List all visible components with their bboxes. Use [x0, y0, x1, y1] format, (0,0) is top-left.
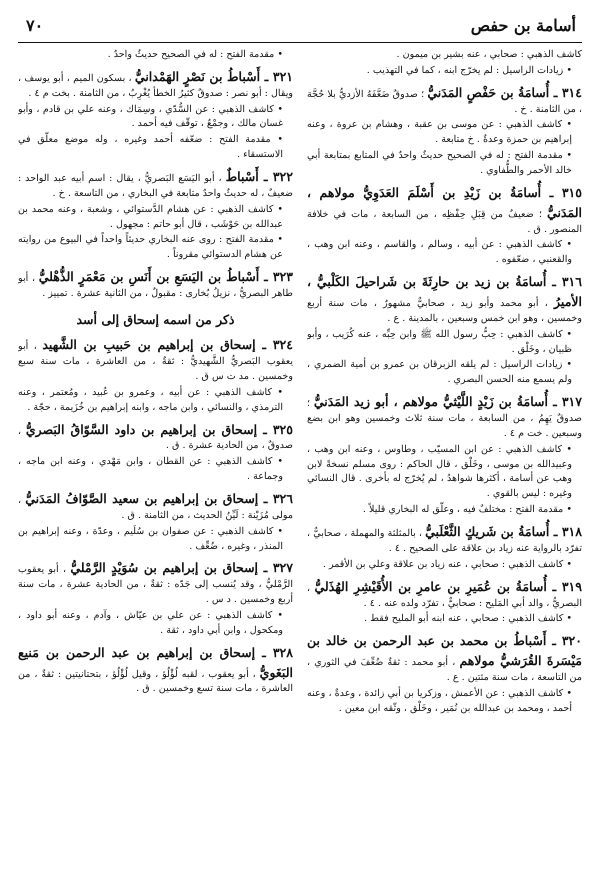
biography-entry	[307, 83, 582, 118]
entry-dash: ـ	[547, 394, 562, 410]
commentary-note: • كاشف الذهبي : حِبُّ رسول الله ﷺ وابن حِبِّه ، عنه كُرَيب ، وأبو ظبيان ، وخَلْق .	[307, 328, 582, 358]
entry-text: ، أبو يعقوب الرَّمْليُّ ، وقد يُنسب إلى جَدّه : ثقةٌ ، من الحادية عشرة ، مات سنة أربع وخمسين . د س .	[18, 564, 293, 606]
entry-dash: ـ	[549, 84, 562, 100]
entry-text: ، بسكون الميم ، أبو يوسف ، ويقال : أبو نصر : صدوقٌ كثيرُ الخطأ يُغْرِبُ ، من الثامنة . بخت م ٤ .	[18, 72, 293, 99]
entry-dash: ـ	[258, 169, 273, 185]
biography-entry	[307, 183, 582, 238]
entry-number: ٣١٩	[561, 578, 582, 594]
narrator-name: أُسامَةُ بن عُمَيرِ بن عامرِ بن الأُقَيْشِرِ الهُذَليُّ	[314, 578, 547, 594]
entry-text: ، أبو محمد وأبو زيد ، صحابيٌّ مشهورٌ ، مات سنة أربع وخمسين ، وهو ابن خمس وسبعين ، بالمدينة . ع .	[307, 298, 582, 324]
entry-text: ؛ ضعيفٌ من قِبَلِ حِفْظِه ، من السابعة ، مات في خلافة المنصور . ق .	[307, 208, 582, 235]
entry-number: ٣٢٦	[272, 491, 293, 506]
narrator-name: أُسامَةُ بن زيد بن حارِثَةَ بن شَراحيلَ الكَلْبيُّ ، الأميرُ	[307, 274, 582, 310]
entry-dash: ـ	[255, 644, 273, 660]
biography-entry	[18, 167, 293, 202]
entry-dash: ـ	[541, 184, 562, 200]
biography-entry	[307, 392, 582, 442]
narrator-name: إسحاق بن إبراهيم بن حَبيبِ بن الشَّهيد	[42, 337, 256, 353]
entry-number: ٣١٥	[561, 184, 582, 200]
running-title: أسامة بن حفص	[470, 16, 576, 35]
commentary-note: • كاشف الذهبي : عن أبيه ، وسالم ، والقاسم ، وعنه ابن وهب ، والقعنبي ، ضعّفوه .	[307, 238, 582, 268]
entry-text: ، بالمثلثة والمهملة ، صحابيٌّ ، تفرّد بالرواية عنه زياد بن علاقة على الصحيح . ٤ .	[307, 528, 582, 554]
commentary-note: • كاشف الذهبي : عن صفوان بن سُلَيم ، وعدّة ، وعنه إبراهيم بن المنذر ، وغيره ، ضُعِّف .	[18, 525, 293, 555]
continued-text: كاشف الذهبي : صحابي ، عنه بشير بن ميمون .	[396, 49, 582, 60]
entry-dash: ـ	[259, 269, 273, 285]
entry-dash: ـ	[260, 68, 273, 84]
right-column	[307, 48, 582, 870]
narrator-name: إسحاق بن إبراهيم بن سُوَيْدٍ الرَّمْليُّ	[70, 560, 259, 576]
biography-entry	[18, 420, 293, 455]
entry-number: ٣١٧	[561, 394, 582, 410]
entry-text: ، مولى مُزَيْنة : لَيِّنُ الحديث ، من الثامنة . ق .	[18, 495, 293, 521]
entry-number: ٣١٤	[561, 84, 582, 100]
commentary-note: • مقدمة الفتح : ضعّفه أحمد وغيره ، وله موضع معلّق في الاستسقاء .	[18, 133, 293, 163]
entry-dash: ـ	[546, 633, 562, 649]
entry-text: ؛ صدوقٌ يَهِمُ ، من السابعة ، مات سنة ثلاث وخمسين وهو ابن بضع وسبعين . خت م ٤ .	[307, 398, 582, 439]
narrator-name: أَسْباطُ بن اليَسَعِ بن أَنَسِ بن مَعْمَرٍ الذُّهْليُّ	[38, 269, 260, 285]
entry-number: ٣٢١	[272, 68, 293, 84]
biography-entry	[18, 335, 293, 385]
commentary-note: • كاشف الذهبي : عن موسى بن عقبة ، وهشام بن عروة ، وعنه إبراهيم بن حمزة وعدةٌ . خ متابعة .	[307, 118, 582, 148]
commentary-note: • كاشف الذهبي : صحابي ، عنه ابنه أبو المليح فقط .	[307, 612, 582, 627]
entry-text: ، أبو اليَسَع البَصريُّ ، يقال : اسم أبيه عبد الواحد : ضعيفٌ ، له حديثٌ واحدٌ متابعة في البخاري ، من التاسعة . خ .	[18, 173, 293, 199]
narrator-name: إسحاق بن إبراهيم بن سعيد الصَّوّافُ المَدَنيُّ	[25, 491, 259, 506]
narrator-name: أُسامَةُ بن حَفْصٍ المَدَنيُّ	[427, 84, 550, 100]
commentary-note: • كاشف الذهبي : عن هشام الدَّستوائي ، وشعبة ، وعنه محمد بن عبدالله بن حَوْشَب ، قال أبو حاتم : مجهول .	[18, 203, 293, 233]
entry-dash: ـ	[546, 274, 562, 290]
entry-number: ٣٢٨	[272, 644, 293, 660]
narrator-name: أُسامَةُ بن زَيْدِ بن أَسْلَمَ العَدَوِيُّ مولاهم ، المَدَنيُّ	[307, 184, 582, 220]
commentary-note: • مقدمة الفتح : روى عنه البخاري حديثاً واحداً في البيوع من روايته عن هشام الدستوائي مقروناً .	[18, 233, 293, 263]
entry-text: ، البصريُّ ، والد أبي المَليح : صحابيٌّ ، تفرّد ولده عنه . ٤ .	[307, 582, 582, 609]
biography-entry	[18, 267, 293, 302]
left-column	[18, 48, 293, 870]
section-heading: ذكر من اسمه إسحاق إلى أسد	[76, 311, 235, 327]
narrator-name: إسحاق بن إبراهيم بن داود السَّوّاقُ البَصريُّ	[25, 421, 258, 437]
entry-number: ٣١٨	[561, 524, 582, 540]
entry-number: ٣٢٠	[561, 633, 582, 649]
commentary-note: • كاشف الذهبي : عن أبيه ، وعمرو بن عُبيد ، ومُعتمر ، وعنه الترمذي ، والنسائي ، وابن ماجه ، وابنه إبراهيم بن خُزَيمة ، حجّة .	[18, 386, 293, 416]
entry-number: ٣٢٤	[272, 337, 293, 353]
entry-text: ، أبو يعقوب البَصريُّ الشَّهيديُّ : ثقةٌ ، من العاشرة ، مات سنة سبع وخمسين . مد ت س ق .	[18, 341, 293, 382]
entry-number: ٣٢٣	[272, 269, 293, 285]
narrator-name: أَسْباطٌ	[225, 169, 259, 185]
commentary-note: • مقدمة الفتح : له في الصحيح حديثٌ واحدٌ في المتابع بمتابعة أبي خالد الأحمر والطُّفاوي .	[307, 149, 582, 179]
entry-text: ، صدوقٌ ، من الحادية عشرة . ق .	[18, 425, 293, 452]
commentary-note: • كاشف الذهبي : عن الأعمش ، وزكريا بن أبي زائدة ، وعدةٌ ، وعنه أحمد ، ومحمد بن عبدالله بن نُمَير ، وخَلْق ، وثّقه ابن معين .	[307, 687, 582, 717]
commentary-note: • زيادات الراسيل : لم يلقه الزبرقان بن عمرو بن أمية الضمري ، ولم يسمع منه الحسن البصري .	[307, 358, 582, 388]
biography-entry	[307, 577, 582, 612]
narrator-name: إسحاق بن إبراهيم بن عبد الرحمن بن مَنيع البَغَويُّ	[18, 644, 293, 680]
commentary-note: • مقدمة الفتح : مختلفٌ فيه ، وعلّق له البخاري قليلاً .	[307, 503, 582, 518]
entry-number: ٣١٦	[561, 274, 582, 290]
page-number: ٧٠	[26, 16, 44, 35]
entry-dash: ـ	[257, 421, 273, 437]
entry-text: ، أبو محمد : ثقةٌ ضُعِّفَ في الثوري ، من التاسعة ، مات سنة مئتين . ع .	[307, 657, 582, 683]
entry-dash: ـ	[546, 578, 562, 594]
biography-entry	[18, 489, 293, 524]
narrator-name: أُسامَةُ بن شَريكٍ الثَّعْلَبيُّ	[425, 524, 550, 540]
entry-dash: ـ	[255, 337, 273, 353]
commentary-note: • مقدمة الفتح : له في الصحيح حديثٌ واحدٌ .	[18, 48, 293, 63]
entry-number: ٣٢٥	[272, 421, 293, 437]
entry-text: ؛ صدوقٌ ضَعَّفَهُ الأزديُّ بلا حُجَّة ، من الثامنة . خ .	[307, 88, 582, 115]
page-header	[18, 10, 582, 43]
entry-number: ٣٢٧	[272, 560, 293, 576]
biography-entry	[18, 558, 293, 608]
biography-entry	[307, 272, 582, 327]
biography-entry	[307, 522, 582, 557]
commentary-note: • كاشف الذهبي : صحابي ، عنه زياد بن علاقة وعلي بن الأقمر .	[307, 558, 582, 573]
entry-dash: ـ	[258, 560, 273, 576]
commentary-note: • كاشف الذهبي : عن علي بن عيّاش ، وآدم ، وعنه أبو داود ، ومكحول ، وابن أبي داود ، ثقة .	[18, 609, 293, 639]
narrator-name: أَسْباطُ بن محمد بن عبد الرحمن بن خالد بن مَيْسَرةَ القُرَشيُّ مولاهم	[307, 633, 582, 669]
biography-entry	[18, 67, 293, 102]
commentary-note: • زيادات الراسيل : لم يخرّج ابنه ، كما في التهذيب .	[307, 64, 582, 79]
entry-text: ، أبو طاهر البصريُّ ، نزيلُ بُخارى : مقبولٌ ، من الثانية عشرة . تمييز .	[18, 273, 293, 300]
entry-dash: ـ	[258, 491, 273, 506]
entry-dash: ـ	[549, 524, 562, 540]
narrator-name: أُسامَةُ بن زَيْدٍ اللَّيْثيُّ مولاهم ، أبو زيد المَدَنيُّ	[313, 394, 548, 410]
text-columns	[18, 48, 582, 870]
commentary-note: • كاشف الذهبي : عن ابن المسيّب ، وطاوس ، وعنه ابن وهب ، وعبيدالله بن موسى ، وخَلْق ، قال الحاكم : روى مسلم نسخةً لابن وهب عن أسامة ، أكثرها شواهدُ ، لم يُخرّج له بأخرى . قال النسائي وغيره : ليس بالقوي .	[307, 443, 582, 502]
entry-number: ٣٢٢	[272, 169, 293, 185]
entry-text: ، أبو يعقوب ، لقبه لُؤْلُؤ ، وقيل لُؤْلُؤ ، بتحتانيتين : ثقةٌ ، من العاشرة ، مات سنة تسع وخمسين . ق .	[18, 668, 293, 695]
biography-entry	[18, 643, 293, 698]
commentary-note: • كاشف الذهبي : عن السُّدّي ، وسِمَاك ، وعنه علي بن قادم ، وأبو غسان مالك ، وجمْعٌ ، توقّف فيه أحمد .	[18, 103, 293, 133]
commentary-note: • كاشف الذهبي : عن القطان ، وابن مَهْدي ، وعنه ابن ماجه ، وجماعة .	[18, 455, 293, 485]
narrator-name: أَسْباطُ بن نَصْرٍ الهَمْدانيُّ	[134, 68, 261, 84]
biography-entry	[307, 631, 582, 686]
